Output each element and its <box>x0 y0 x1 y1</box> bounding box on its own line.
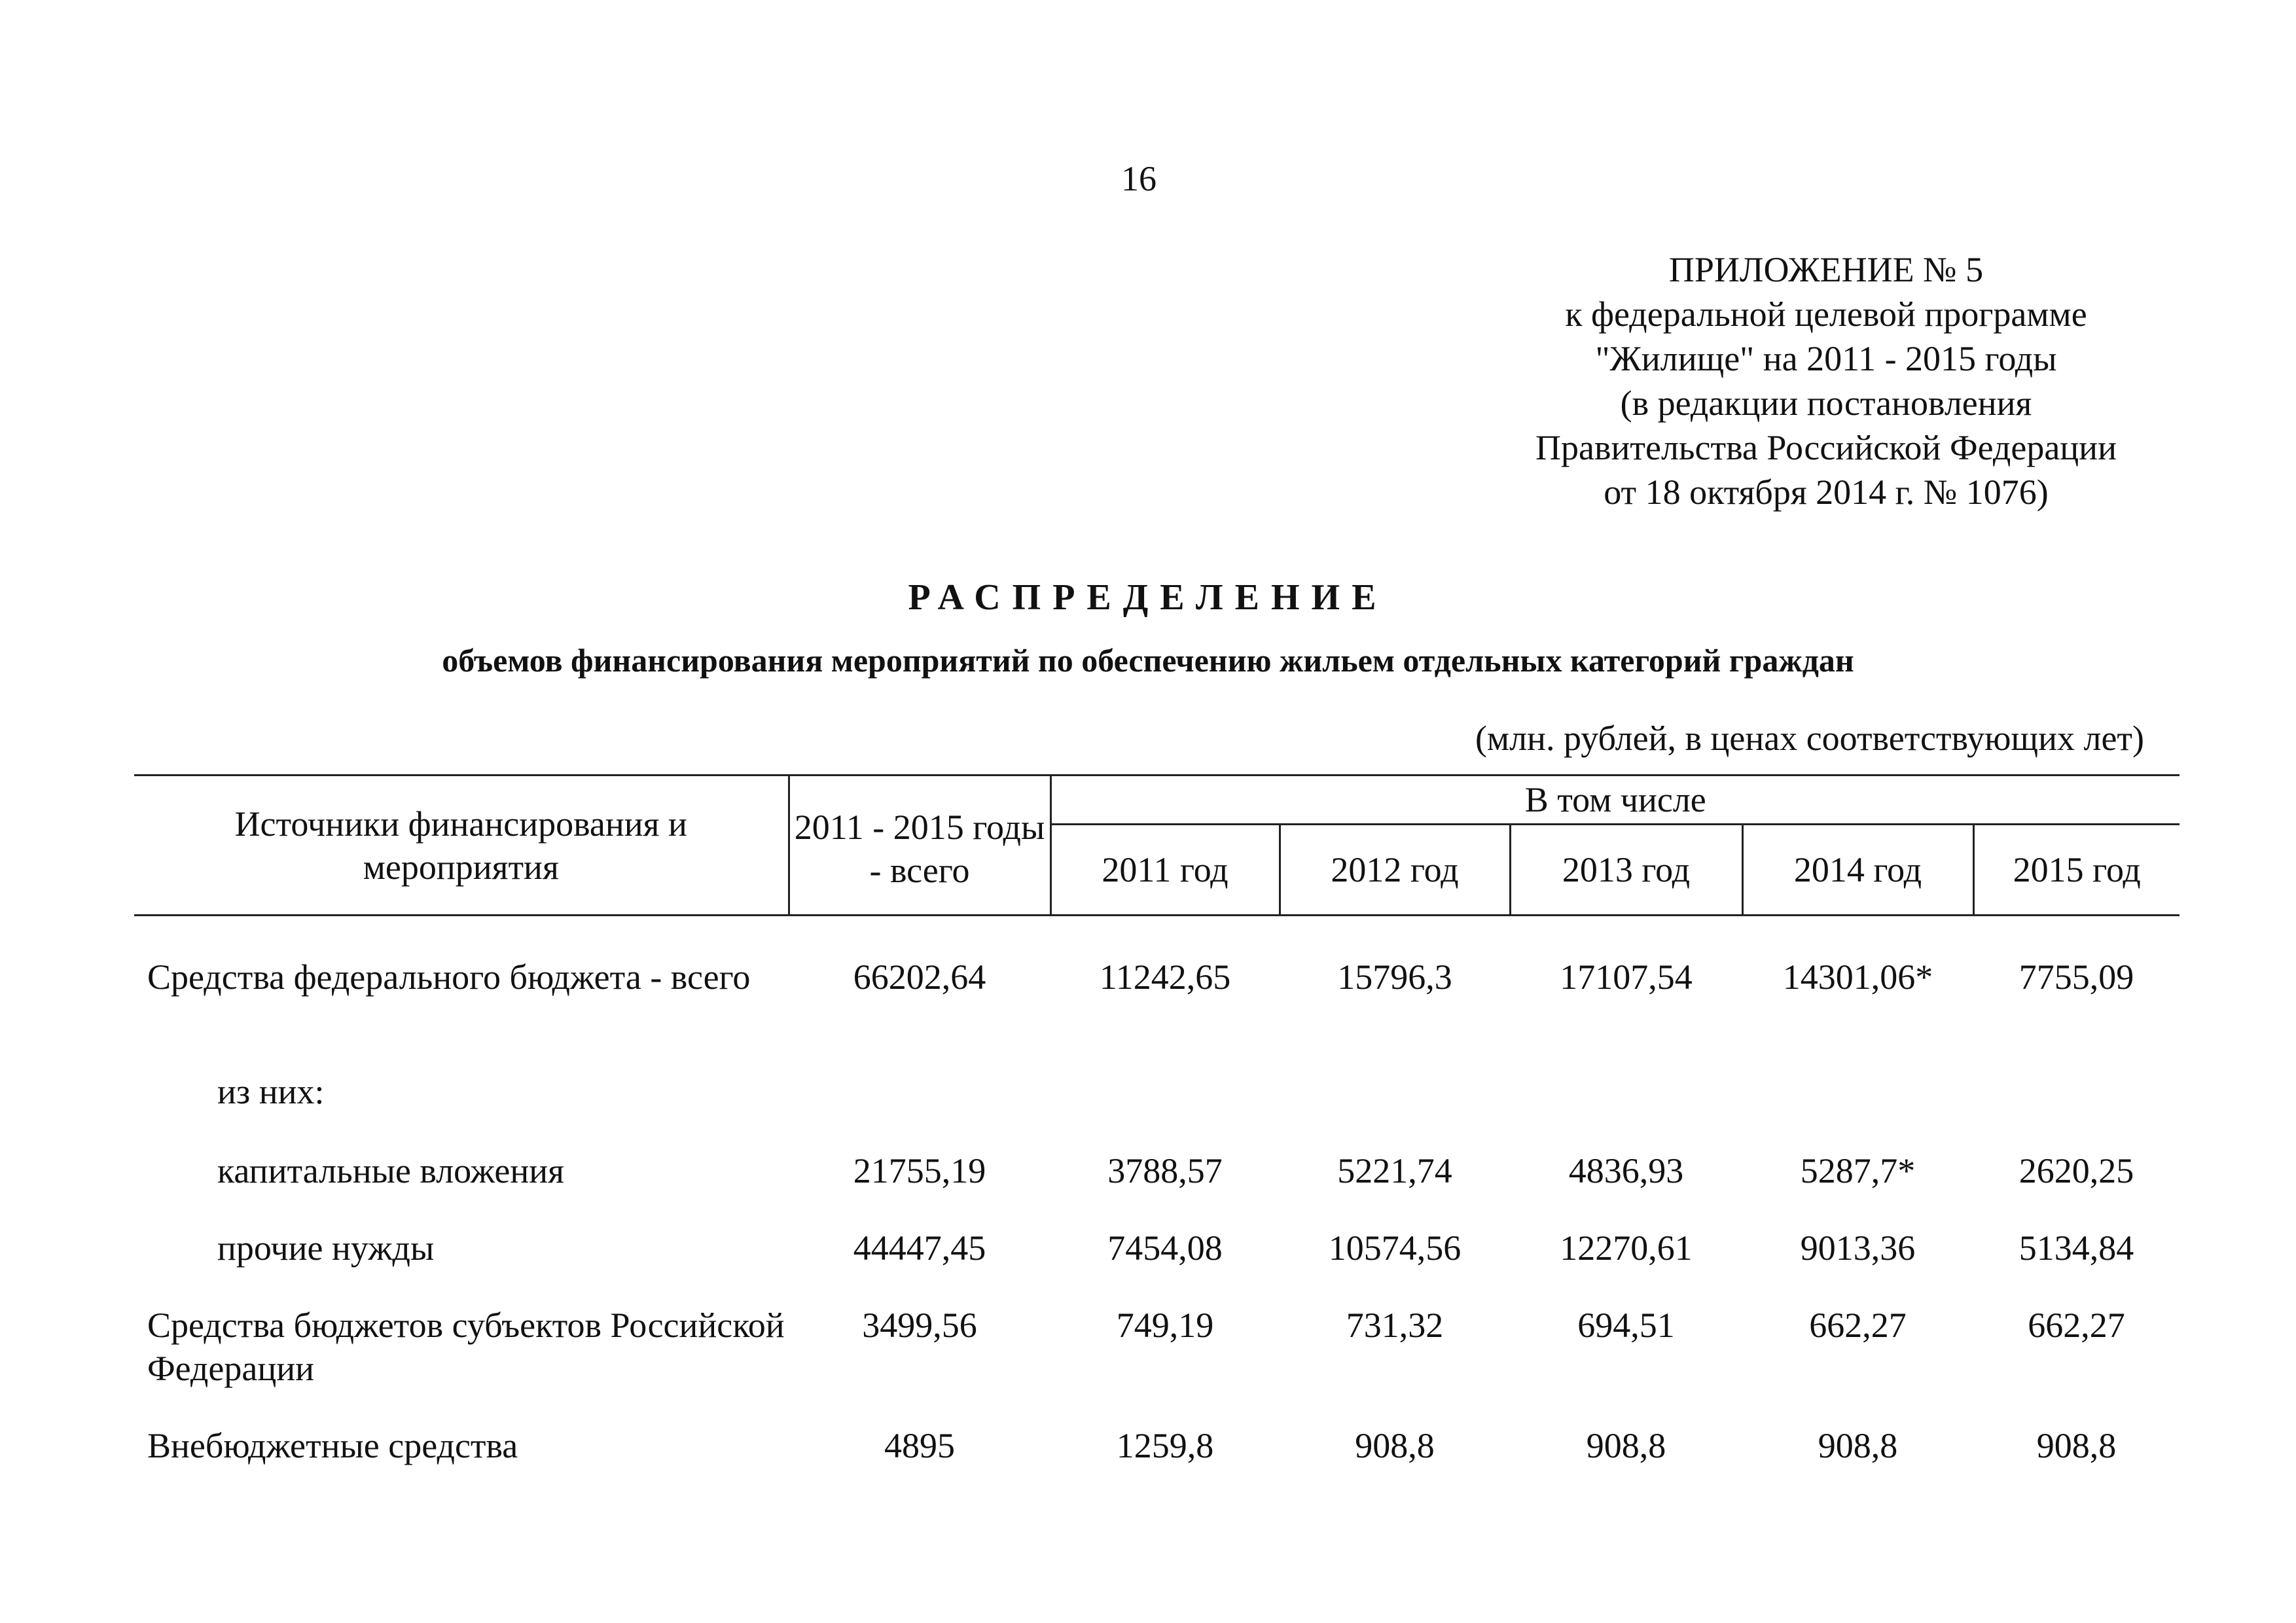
cell-value: 3499,56 <box>862 1306 977 1345</box>
cell-value: 908,8 <box>2036 1426 2117 1465</box>
cell-value: 2620,25 <box>2018 1151 2134 1190</box>
cell-value: 21755,19 <box>853 1151 986 1190</box>
cell-value: 908,8 <box>1586 1426 1666 1465</box>
cell-value: 731,32 <box>1346 1306 1444 1345</box>
cell-value: 908,8 <box>1355 1426 1435 1465</box>
cell-value: 15796,3 <box>1337 957 1452 997</box>
cell-value: 694,51 <box>1577 1306 1675 1345</box>
header-year: 2012 год <box>1280 825 1510 916</box>
cell-value: 14301,06* <box>1782 957 1933 997</box>
header-year: 2014 год <box>1742 825 1973 916</box>
cell-value: 11242,65 <box>1099 957 1231 997</box>
cell-value: 749,19 <box>1116 1306 1214 1345</box>
cell-value: 5134,84 <box>2018 1228 2134 1268</box>
table-row <box>134 1304 2179 1424</box>
cell-value: 7755,09 <box>2018 957 2134 997</box>
row-label: прочие нужды <box>217 1228 435 1268</box>
cell-value: 12270,61 <box>1560 1228 1693 1268</box>
row-label: из них: <box>217 1072 325 1111</box>
row-label: капитальные вложения <box>217 1151 564 1190</box>
row-label: Внебюджетные средства <box>147 1426 518 1465</box>
appendix-line: от 18 октября 2014 г. № 1076) <box>1604 473 2049 512</box>
header-year: 2011 год <box>1050 825 1280 916</box>
cell-value: 17107,54 <box>1560 957 1693 997</box>
table-row <box>134 1424 2179 1489</box>
cell-value: 5287,7* <box>1800 1151 1916 1190</box>
document-title: РАСПРЕДЕЛЕНИЕ <box>908 577 1388 618</box>
appendix-line: к федеральной целевой программе <box>1565 294 2087 334</box>
header-source: Источники финансирования и мероприятия <box>134 776 789 916</box>
page-number: 16 <box>1121 159 1157 198</box>
header-total: 2011 - 2015 годы - всего <box>789 776 1050 916</box>
header-year: 2015 год <box>1973 825 2179 916</box>
cell-value: 1259,8 <box>1116 1426 1214 1465</box>
cell-value: 4895 <box>884 1426 955 1465</box>
appendix-line: ПРИЛОЖЕНИЕ № 5 <box>1668 250 1984 289</box>
cell-value: 5221,74 <box>1337 1151 1452 1190</box>
cell-value: 10574,56 <box>1328 1228 1462 1268</box>
cell-value: 66202,64 <box>853 957 986 997</box>
financing-table <box>134 774 2179 1489</box>
cell-value: 7454,08 <box>1107 1228 1223 1268</box>
appendix-block <box>1407 247 2245 514</box>
row-label: Средства бюджетов субъектов Российской Федерации <box>147 1306 785 1388</box>
units-note: (млн. рублей, в ценах соответствующих лет) <box>1475 719 2144 758</box>
table-row <box>134 955 2179 1070</box>
cell-value: 662,27 <box>1809 1306 1907 1345</box>
cell-value: 9013,36 <box>1800 1228 1916 1268</box>
document-subtitle: объемов финансирования мероприятий по обеспечению жильем отдельных категорий граждан <box>442 642 1854 679</box>
appendix-line: (в редакции постановления <box>1620 383 2032 423</box>
cell-value: 3788,57 <box>1107 1151 1223 1190</box>
cell-value: 908,8 <box>1818 1426 1898 1465</box>
table-row <box>134 1149 2179 1226</box>
appendix-line: "Жилище" на 2011 - 2015 годы <box>1595 339 2057 378</box>
row-label: Средства федерального бюджета - всего <box>147 957 751 997</box>
header-group: В том числе <box>1050 776 2179 825</box>
cell-value: 662,27 <box>2028 1306 2125 1345</box>
appendix-line: Правительства Российской Федерации <box>1535 428 2117 467</box>
table-row <box>134 1070 2179 1149</box>
table-row <box>134 1226 2179 1304</box>
header-year: 2013 год <box>1510 825 1742 916</box>
cell-value: 4836,93 <box>1568 1151 1684 1190</box>
cell-value: 44447,45 <box>853 1228 986 1268</box>
